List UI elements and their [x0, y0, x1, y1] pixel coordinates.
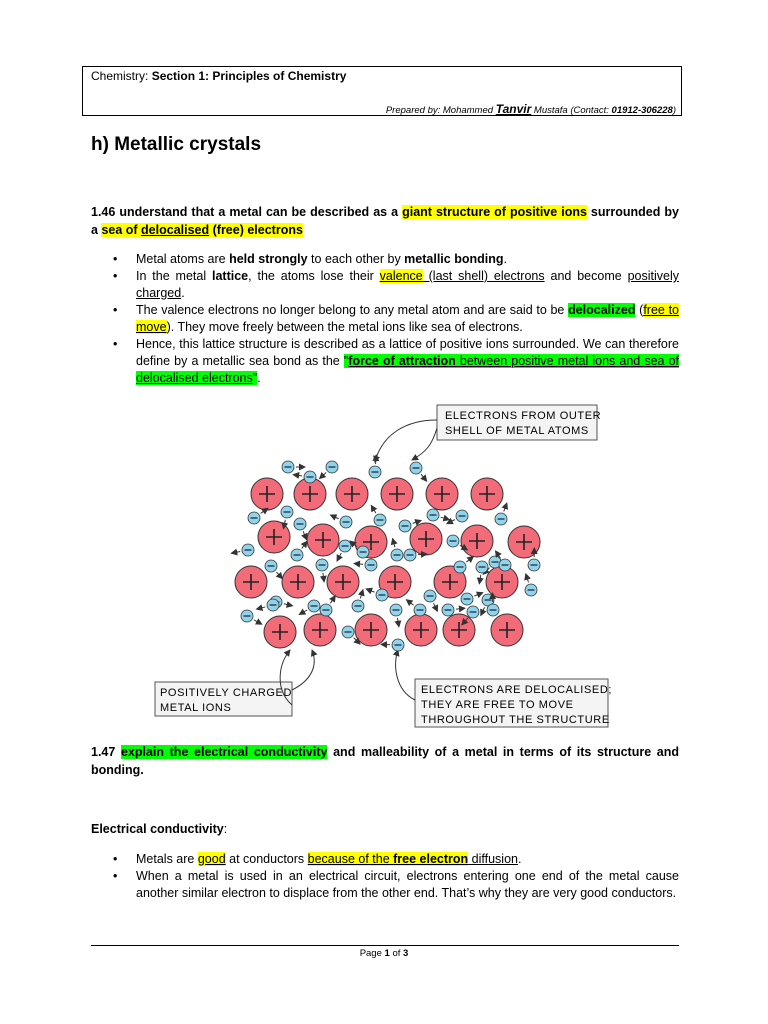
c1-text: Metals are	[136, 852, 198, 866]
page-title: h) Metallic crystals	[91, 134, 262, 155]
electron-motion-arrow	[447, 520, 455, 524]
list-item	[91, 851, 679, 868]
obj146-highlight-sea	[101, 223, 302, 237]
electron-motion-arrow	[323, 573, 324, 582]
list-item: • When a metal is used in an electrical circuit, electrons entering one end of the metal cause another similar electron to displace from the other end. That’s why they are very good conductors.	[91, 868, 679, 902]
list-item	[91, 336, 679, 387]
header-author	[386, 102, 676, 116]
b3-paren: (	[635, 303, 644, 317]
footer-page-total: 3	[403, 948, 409, 959]
obj147-num: 1.47	[91, 745, 121, 759]
obj146-free-electrons: (free) electrons	[209, 223, 303, 237]
list-item	[91, 302, 679, 336]
author-name: Tanvir	[495, 102, 532, 116]
label-left-line2: METAL IONS	[160, 702, 232, 714]
conductivity-heading	[91, 822, 227, 836]
b2-positively-charged: positively charged	[136, 269, 679, 300]
c1-because-group	[308, 852, 469, 866]
c1-text2: at conductors	[225, 852, 308, 866]
c1-because: because of the	[307, 852, 394, 866]
callout-arrow-top-1	[375, 420, 437, 462]
obj146-text2: surrounded by a	[91, 205, 679, 237]
c1-end: .	[517, 852, 522, 866]
page-footer	[0, 948, 768, 959]
label-left-line1: POSITIVELY CHARGED	[160, 687, 293, 699]
objective-147	[91, 743, 679, 779]
b1-text2: to each other by	[307, 252, 405, 266]
label-right-line3: THROUGHOUT THE STRUCTURE	[421, 714, 610, 726]
b2-text3: and become	[544, 269, 628, 283]
electron-motion-arrow	[303, 531, 307, 539]
b4-quote-close: "	[252, 371, 258, 385]
conductivity-colon: :	[223, 822, 228, 836]
b3-free-to-move: free to move	[136, 303, 679, 334]
list-item	[91, 251, 679, 268]
b2-end: .	[181, 286, 185, 300]
b2-valence: valence	[379, 269, 423, 283]
b2-last-shell: (last shell) electrons	[422, 269, 545, 283]
electron-motion-arrow	[360, 590, 363, 599]
b2-lattice: lattice	[212, 269, 249, 283]
electron-motion-arrow	[393, 539, 395, 548]
footer-page-number: 1	[384, 948, 390, 959]
electron-motion-arrow	[434, 603, 438, 611]
b1-bold2: metallic bonding	[404, 252, 504, 266]
obj146-sea: sea of	[101, 223, 142, 237]
label-top-line2: SHELL OF METAL ATOMS	[445, 425, 589, 437]
b4-text: Hence, this lattice structure is described as a lattice of positive ions surrounded. We can therefore define by a metallic sea bond as the	[136, 337, 679, 368]
electron-motion-arrow	[354, 564, 363, 565]
electron-motion-arrow	[441, 517, 450, 519]
conductivity-title: Electrical conductivity	[91, 822, 224, 836]
electron-motion-arrow	[366, 589, 374, 592]
header-subject	[91, 69, 346, 83]
electron-motion-arrow	[371, 505, 376, 513]
electron-motion-arrow	[466, 557, 473, 563]
footer-of-word: of	[389, 948, 404, 959]
b4-quote-open: "	[343, 354, 349, 368]
b2-text: In the metal	[136, 269, 212, 283]
footer-page-word: Page	[359, 948, 385, 959]
c1-free-electron: free electron	[393, 852, 469, 866]
electron-motion-arrow	[320, 472, 327, 478]
b3-delocalized: delocalized	[568, 303, 636, 317]
electron-motion-arrow	[299, 610, 307, 615]
bullet-list-conductivity	[91, 851, 679, 902]
b1-bold: held strongly	[229, 252, 308, 266]
subject-label: Chemistry:	[91, 69, 152, 83]
obj146-highlight-ions: giant structure of positive ions	[402, 205, 587, 219]
electron-motion-arrow	[337, 553, 341, 561]
electron-motion-arrow	[421, 474, 427, 481]
prepared-by-label: Prepared by: Mohammed	[385, 105, 496, 116]
electron-motion-arrow	[284, 604, 293, 606]
document-header	[82, 66, 682, 116]
objective-146	[91, 203, 679, 239]
electron-motion-arrow	[231, 552, 240, 554]
electron-motion-arrow	[456, 608, 465, 609]
electron-motion-arrow	[276, 572, 282, 579]
callout-arrow-left-1	[292, 650, 314, 690]
electron-motion-arrow	[481, 607, 485, 615]
bullet-list-146	[91, 251, 679, 387]
list-item	[91, 268, 679, 302]
section-title: Section 1: Principles of Chemistry	[151, 69, 347, 83]
b1-end: .	[503, 252, 507, 266]
b2-valence-group	[380, 269, 545, 283]
electron-motion-arrow	[302, 541, 307, 548]
b3-text2: ). They move freely between the metal ions like sea of electrons.	[166, 320, 523, 334]
obj146-text: 1.46 understand that a metal can be described as a	[91, 205, 403, 219]
footer-divider	[91, 945, 679, 946]
b4-definition-rest: between positive metal ions and sea of delocalised electrons	[136, 354, 680, 385]
metallic-lattice-diagram	[150, 400, 620, 732]
electron-motion-arrow	[330, 515, 338, 519]
electron-motion-arrow	[474, 593, 482, 596]
lattice-particles	[231, 455, 540, 651]
callout-arrow-right	[396, 650, 415, 700]
b1-text: Metal atoms are	[136, 252, 230, 266]
b3-text: The valence electrons no longer belong to any metal atom and are said to be	[136, 303, 569, 317]
obj147-highlight: explain the electrical conductivity	[120, 745, 328, 759]
electron-motion-arrow	[413, 520, 422, 523]
obj147-text: and malleability of a metal in terms of its structure and bonding.	[91, 745, 679, 777]
electron-motion-arrow	[293, 475, 302, 476]
b4-end: .	[257, 371, 261, 385]
c1-diffusion: diffusion	[468, 852, 518, 866]
c1-good: good	[197, 852, 226, 866]
electron-motion-arrow	[330, 596, 335, 604]
electron-motion-arrow	[376, 455, 377, 464]
label-top-line1: ELECTRONS FROM OUTER	[445, 410, 602, 422]
electron-motion-arrow	[254, 620, 262, 624]
label-right-line2: THEY ARE FREE TO MOVE	[421, 699, 574, 711]
contact-close: )	[672, 105, 676, 116]
electron-motion-arrow	[406, 600, 413, 605]
label-right-line1: ELECTRONS ARE DELOCALISED;	[421, 684, 613, 696]
electron-motion-arrow	[479, 575, 480, 584]
author-rest: Mustafa (Contact:	[531, 105, 612, 116]
b4-force: force of attraction	[348, 354, 456, 368]
electron-motion-arrow	[526, 574, 529, 583]
b2-text2: , the atoms lose their	[248, 269, 380, 283]
obj146-delocalised: delocalised	[141, 223, 210, 237]
contact-number: 01912-306228	[611, 105, 673, 116]
electron-motion-arrow	[257, 607, 266, 609]
electron-motion-arrow	[504, 503, 507, 511]
callout-arrow-top-2	[412, 428, 437, 460]
electron-motion-arrow	[397, 618, 399, 627]
